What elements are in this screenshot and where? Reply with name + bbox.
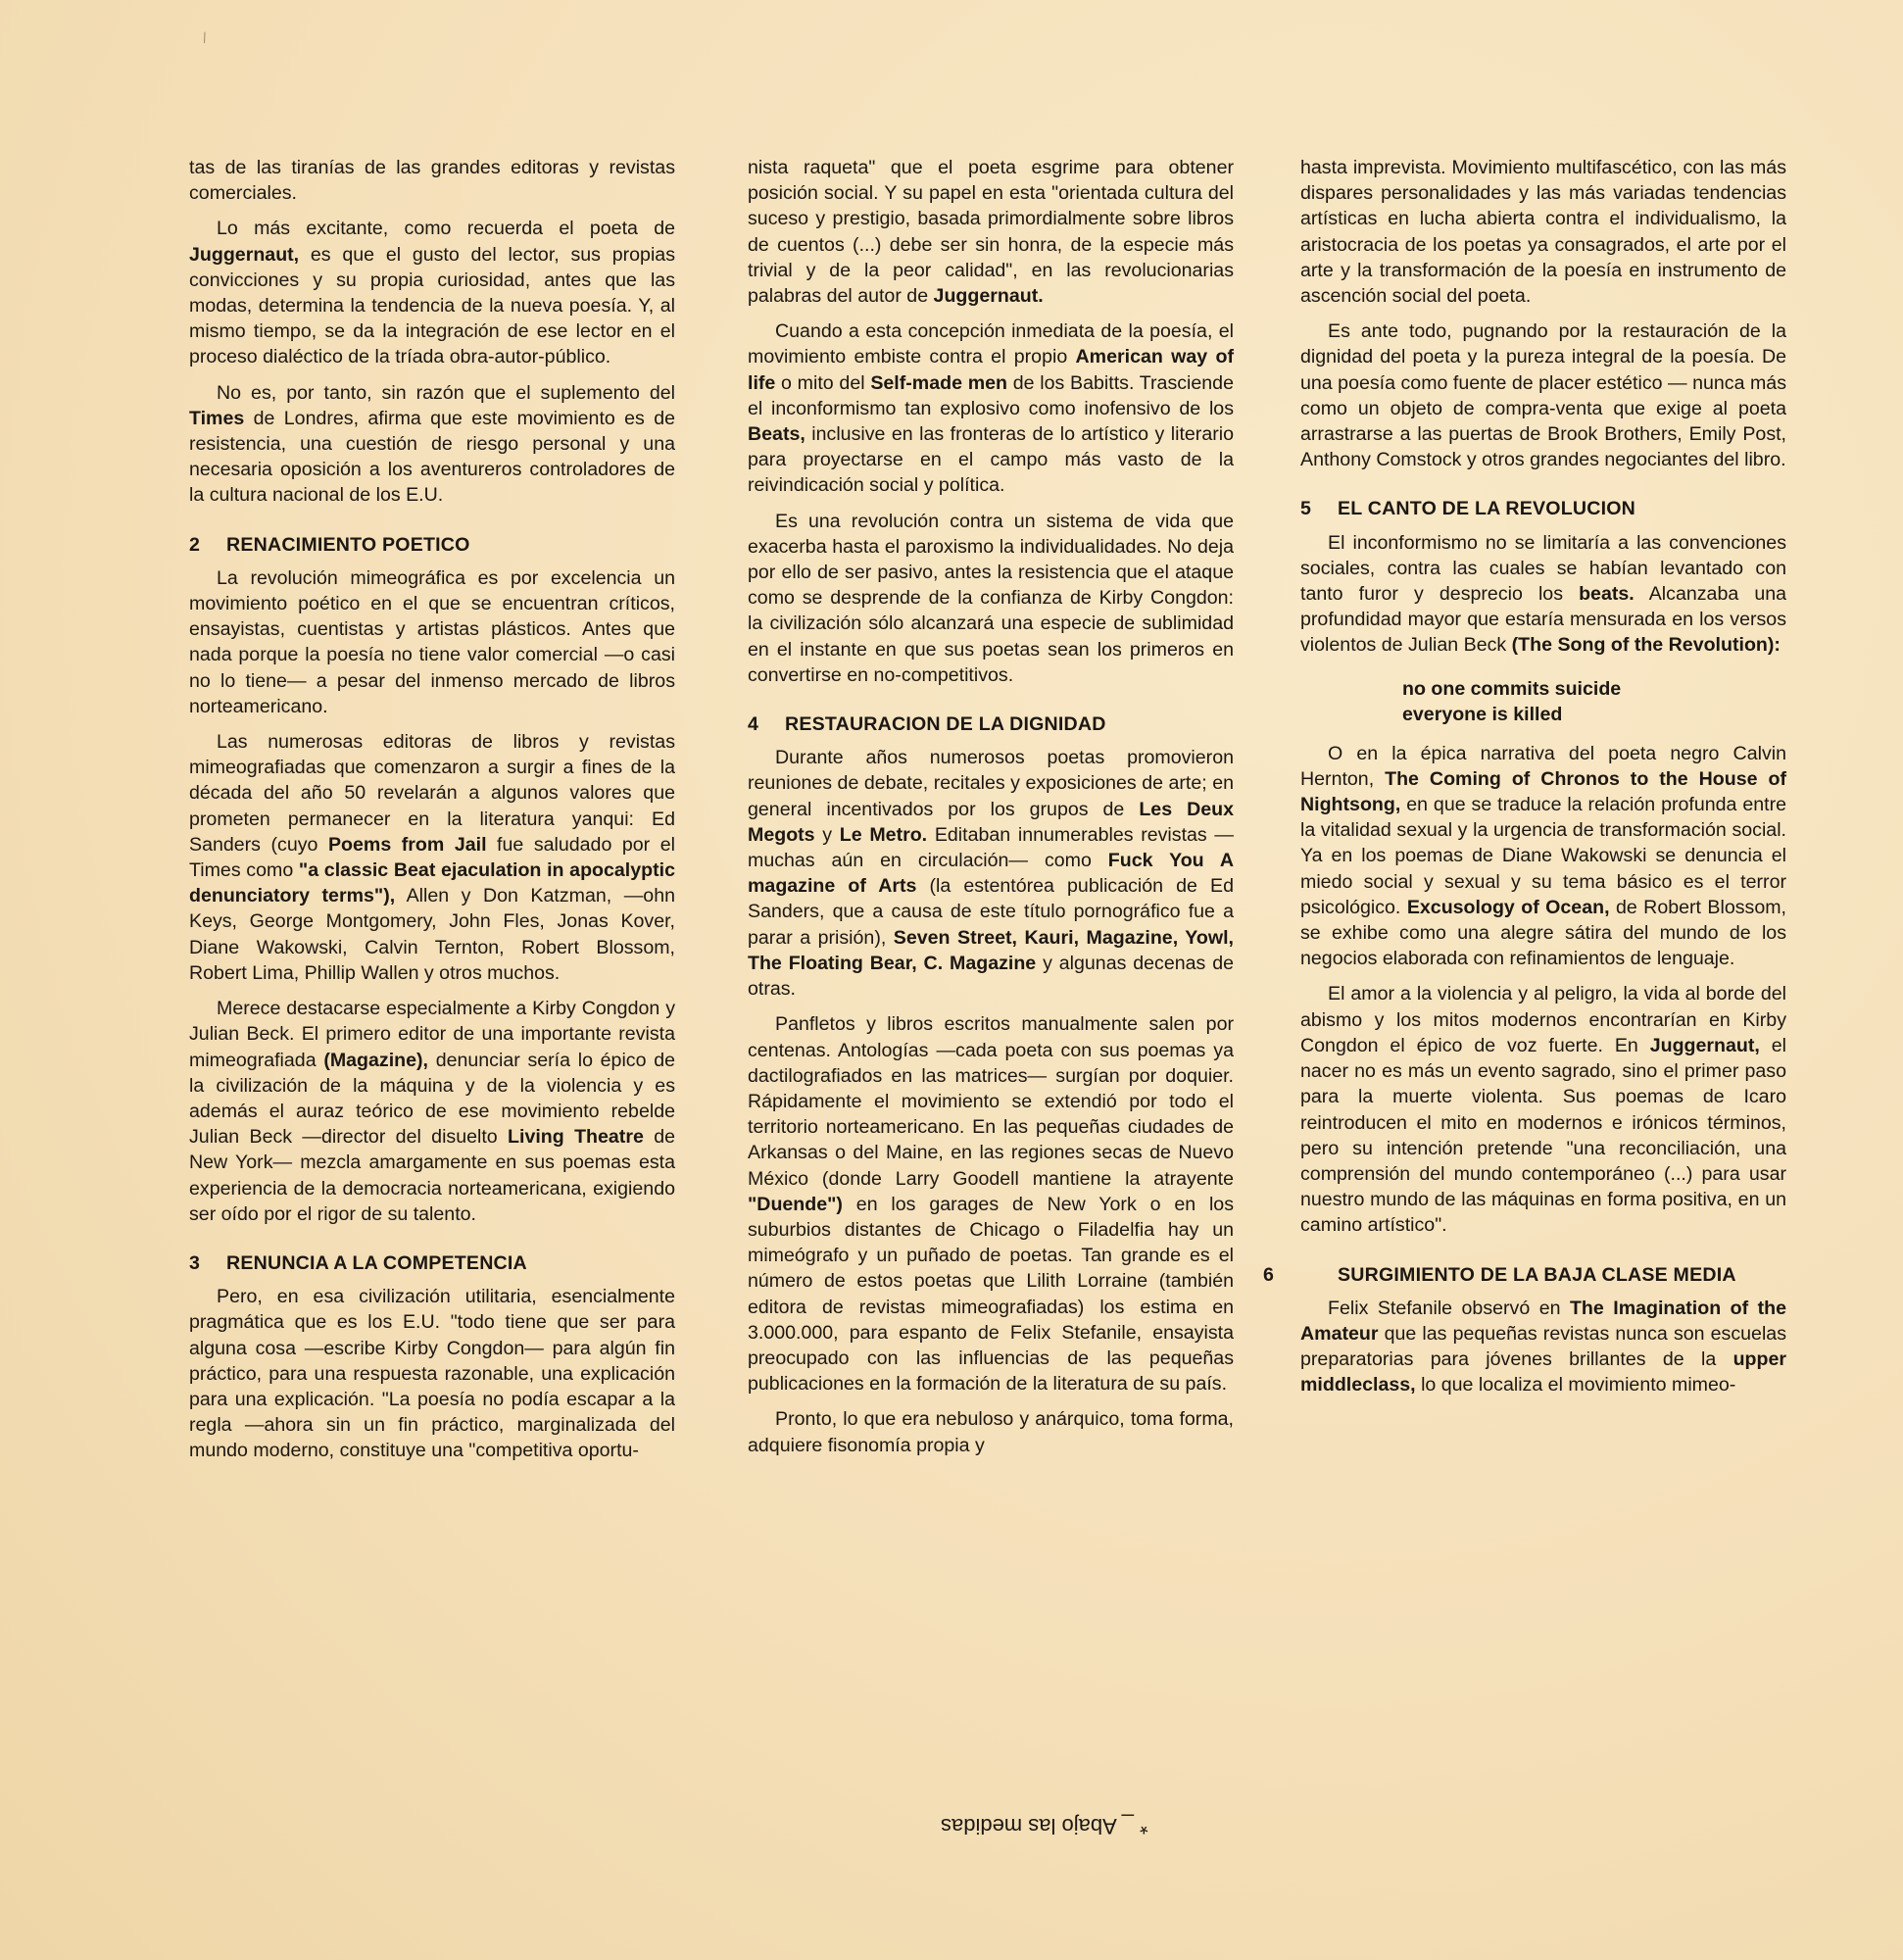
- paragraph: hasta imprevista. Movimiento multifascético, con las más dispares personalidades y las más variadas tendencias artísticas en lucha abierta contra el individualismo, la aristocracia de los poetas ya consagrados, el arte por el arte y la transformación de la poesía en instrumento de ascención social del poeta.: [1300, 157, 1786, 308]
- paragraph: O en la épica narrativa del poeta negro Calvin Hernton, The Coming of Chronos to the House of Nightsong, en que se traduce la relación profunda entre la vitalidad sexual y la urgencia de transformación social. Ya en los poemas de Diane Wakowski se denuncia el miedo social y sexual y su tema básico es el terror psicológico. Excusology of Ocean, de Robert Blossom, se exhibe como una alegre sátira del mundo de los negocios elaborada con refinamientos de lenguaje.: [1300, 742, 1787, 970]
- paragraph: Es ante todo, pugnando por la restauración de la dignidad del poeta y la pureza integral de la poesía. De una poesía como fuente de placer estético — nunca más como un objeto de compra-venta que exige al poeta arrastrarse a las puertas de Brook Brothers, Emily Post, Anthony Comstock y otros grandes negociantes del libro.: [1300, 320, 1786, 471]
- section-heading-3: 3 RENUNCIA A LA COMPETENCIA: [189, 1251, 527, 1274]
- paragraph: Panfletos y libros escritos manualmente salen por centenas. Antologías —cada poeta con sus poemas ya dactilografiados en las matrices— surgían por doquier. Rápidamente el movimiento se extendió por todo el territorio norteamericano. En las pequeñas ciudades de Arkansas o del Maine, en las regiones secas de Nuevo México (donde Larry Goodell mantiene la atrayente "Duende") en los garages de New York o en los suburbios distantes de Chicago o Filadelfia hay un mimeógrafo y un puñado de poetas. Tan grande es el número de estos poetas que Lilith Lorraine (también editora de revistas mimeografiadas) los estima en 3.000.000, para espanto de Felix Stefanile, ensayista preocupado con las influencias de las pequeñas publicaciones en la formación de la literatura de su país.: [748, 1013, 1234, 1396]
- paragraph: El inconformismo no se limitaría a las convenciones sociales, contra las cuales se habían levantado con tanto furor y desprecio los beats. Alcanzaba una profundidad mayor que estaría mensurada en los versos violentos de Julian Beck (The Song of the Revolution):: [1300, 531, 1787, 657]
- paragraph: nista raqueta" que el poeta esgrime para obtener posición social. Y su papel en esta "orientada cultura del suceso y prestigio, basada primordialmente sobre libros de cuentos (...) debe ser sin honra, de la especie más trivial y de la peor calidad", en las revolucionarias palabras del autor de Juggernaut.: [748, 157, 1234, 308]
- section-heading-4: 4 RESTAURACION DE LA DIGNIDAD: [748, 713, 1106, 736]
- page-footer: * _ Abajo las medidas: [941, 1814, 1148, 1838]
- paragraph: Merece destacarse especialmente a Kirby Congdon y Julian Beck. El primero editor de una importante revista mimeografiada (Magazine), denunciar sería lo épico de la civilización de la máquina y de la violencia y es además el auraz teórico de ese movimiento rebelde Julian Beck —director del disuelto Living Theatre de New York— mezcla amargamente en sus poemas esta experiencia de la democracia norteamericana, exigiendo ser oído por el rigor de su talento.: [189, 998, 675, 1225]
- paragraph: tas de las tiranías de las grandes editoras y revistas comerciales.: [189, 157, 675, 205]
- paragraph: Pero, en esa civilización utilitaria, esencialmente pragmática que es los E.U. "todo tiene que ser para alguna cosa —escribe Kirby Congdon— para algún fin práctico, para una respuesta razonable, una explicación para una explicación. "La poesía no podía escapar a la regla —ahora sin un fin práctico, marginalizada del mundo moderno, constituye una "competitiva oportu-: [189, 1286, 675, 1462]
- paragraph: Cuando a esta concepción inmediata de la poesía, el movimiento embiste contra el propio American way of life o mito del Self-made men de los Babitts. Trasciende el inconformismo tan explosivo como inofensivo de los Beats, inclusive en las fronteras de lo artístico y literario para proyectarse en el campo más vasto de la reivindicación social y política.: [748, 320, 1234, 497]
- column-1: [189, 155, 675, 1474]
- section-heading-5: 5 EL CANTO DE LA REVOLUCION: [1300, 498, 1636, 520]
- poem-line: no one commits suicide: [1402, 677, 1622, 700]
- paragraph: Es una revolución contra un sistema de vida que exacerba hasta el paroxismo la individualidades. No deja por ello de ser pasivo, antes la resistencia que el ataque como se desprende de la confianza de Kirby Congdon: la civilización sólo alcanzará una especie de sublimidad en el instante en que sus poetas sean los primeros en convertirse en no-competitivos.: [748, 510, 1234, 686]
- paragraph: Durante años numerosos poetas promovieron reuniones de debate, recitales y exposiciones de arte; en general incentivados por los grupos de Les Deux Megots y Le Metro. Editaban innumerables revistas — muchas aún en circulación— como Fuck You A magazine of Arts (la estentórea publicación de Ed Sanders, que a causa de este título pornográfico fue a parar a prisión), Seven Street, Kauri, Magazine, Yowl, The Floating Bear, C. Magazine y algunas decenas de otras.: [748, 747, 1235, 1001]
- section-heading-6: 6 SURGIMIENTO DE LA BAJA CLASE MEDIA: [1263, 1263, 1736, 1286]
- section-heading-2: 2 RENACIMIENTO POETICO: [189, 533, 470, 556]
- pencil-mark: ⁄: [200, 29, 211, 45]
- poem-line: everyone is killed: [1402, 703, 1563, 725]
- poem-quote: [1300, 676, 1786, 727]
- column-2: [748, 155, 1234, 1468]
- paragraph: Felix Stefanile observó en The Imagination of the Amateur que las pequeñas revistas nunca son escuelas preparatorias para jóvenes brillantes de la upper middleclass, lo que localiza el movimiento mimeo-: [1300, 1297, 1786, 1396]
- paragraph: Lo más excitante, como recuerda el poeta de Juggernaut, es que el gusto del lector, sus propias convicciones y su propia curiosidad, antes que las modas, determina la tendencia de la nueva poesía. Y, al mismo tiempo, se da la integración de ese lector en el proceso dialéctico de la tríada obra-autor-público.: [189, 218, 675, 368]
- paragraph: Las numerosas editoras de libros y revistas mimeografiadas que comenzaron a surgir a fines de la década del año 50 revelarán a algunos valores que prometen permanecer en la literatura yanqui: Ed Sanders (cuyo Poems from Jail fue saludado por el Times como "a classic Beat ejaculation in apocalyptic denunciatory terms"), Allen y Don Katzman, —ohn Keys, George Montgomery, John Fles, Jonas Kover, Diane Wakowski, Calvin Ternton, Robert Blossom, Robert Lima, Phillip Wallen y otros muchos.: [189, 731, 675, 984]
- paragraph: La revolución mimeográfica es por excelencia un movimiento poético en el que se encuentran críticos, ensayistas, cuentistas y artistas plásticos. Antes que nada porque la poesía no tiene valor comercial —o casi no lo tiene— a pesar del inmenso mercado de libros norteamericano.: [189, 566, 675, 717]
- paragraph: Pronto, lo que era nebuloso y anárquico, toma forma, adquiere fisonomía propia y: [748, 1408, 1234, 1456]
- paragraph: No es, por tanto, sin razón que el suplemento del Times de Londres, afirma que este movimiento es de resistencia, una cuestión de riesgo personal y una necesaria oposición a los aventureros controladores de la cultura nacional de los E.U.: [189, 381, 675, 507]
- paragraph: El amor a la violencia y al peligro, la vida al borde del abismo y los mitos modernos encontrarían en Kirby Congdon el épico de voz fuerte. En Juggernaut, el nacer no es más un evento sagrado, sino el primer paso para la muerte violenta. Sus poemas de Icaro reintroducen el mito en modernos e irónicos términos, pero su intención pretende "una reconciliación, una comprensión del mundo contemporáneo (...) para usar nuestro mundo de las máquinas en forma positiva, en un camino artístico".: [1300, 983, 1786, 1237]
- column-3: [1263, 155, 1787, 1408]
